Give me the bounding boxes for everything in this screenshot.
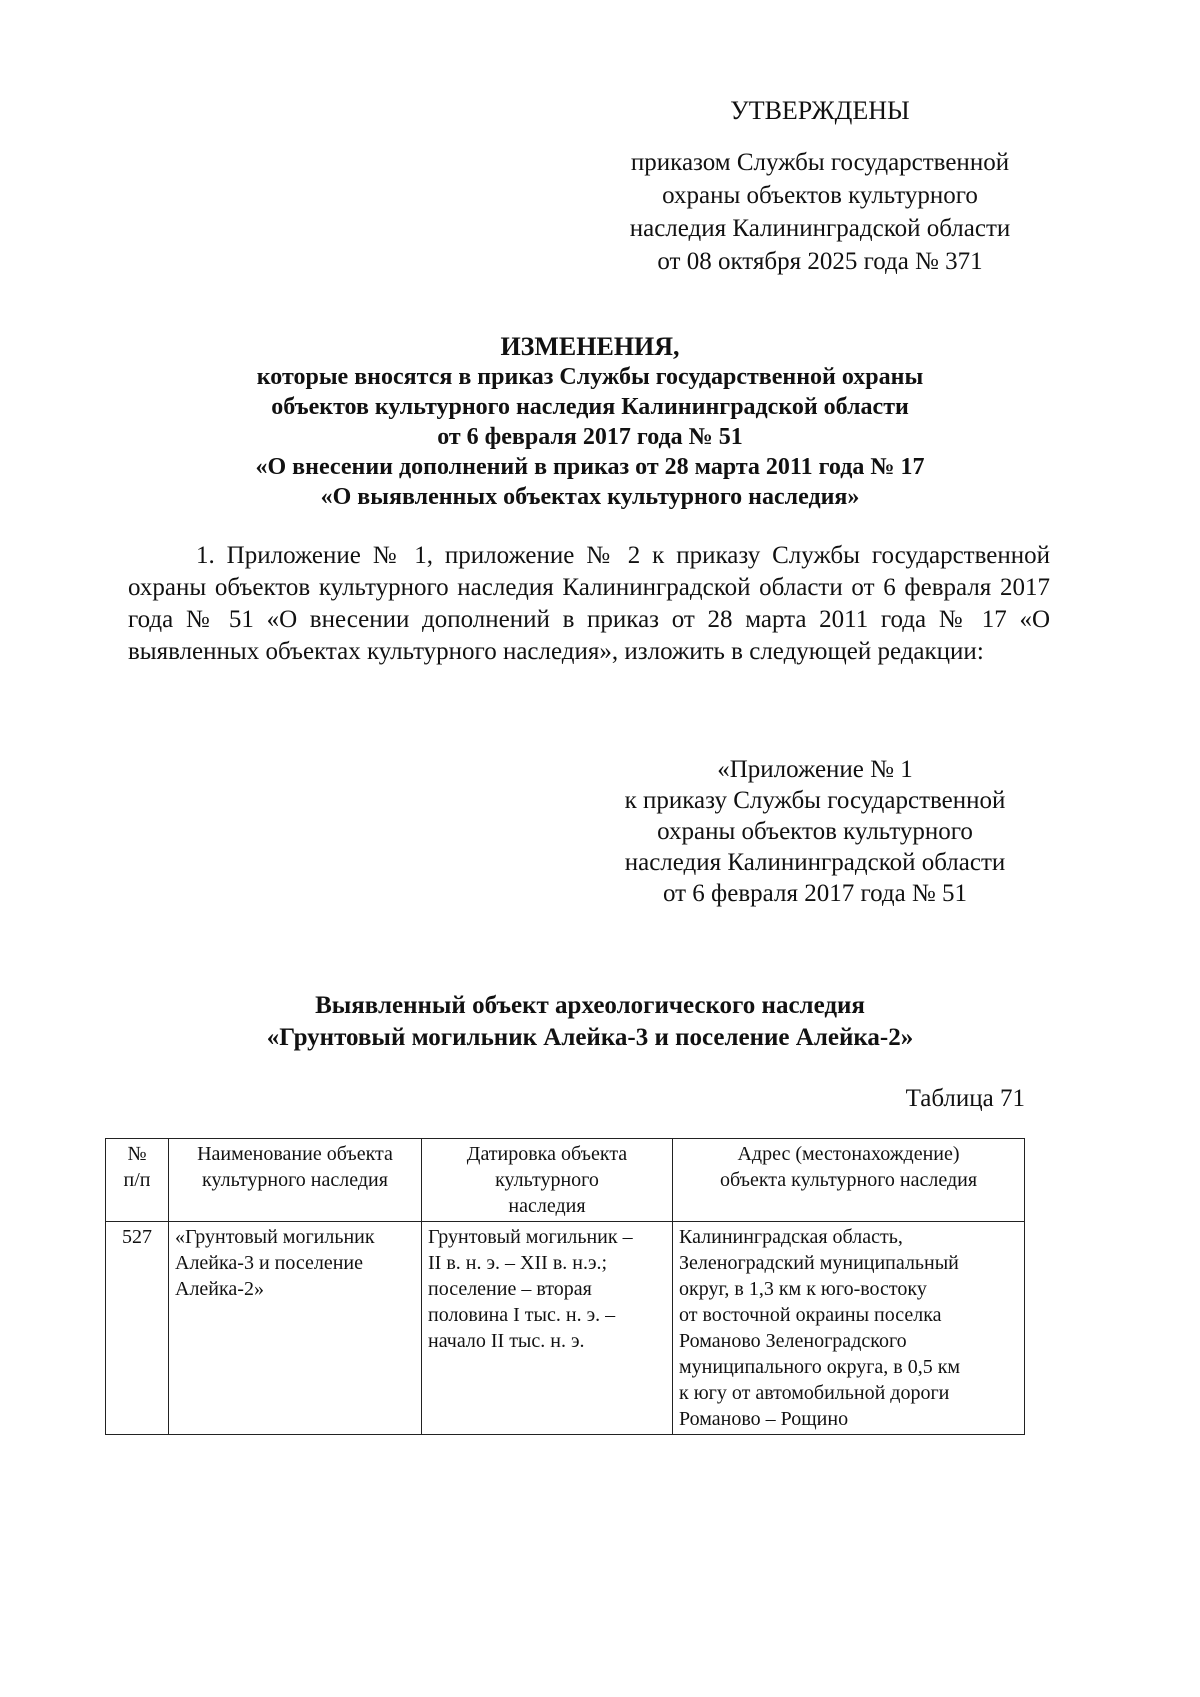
cell-text: «Грунтовый могильник: [175, 1226, 375, 1248]
document-heading: [140, 332, 1040, 512]
table-header-row: [106, 1139, 1025, 1222]
cell-dating: [422, 1222, 673, 1435]
cell-text: II в. н. э. – XII в. н.э.;: [428, 1252, 608, 1274]
cell-text: округ, в 1,3 км к юго-востоку: [679, 1278, 927, 1300]
approval-line: охраны объектов культурного: [662, 182, 978, 209]
table-row: [106, 1222, 1025, 1435]
approved-label: УТВЕРЖДЕНЫ: [730, 96, 910, 125]
cell-text: Алейка-3 и поселение: [175, 1252, 363, 1274]
heading-line: «О выявленных объектах культурного наследия»: [320, 484, 860, 510]
header-address: [673, 1139, 1025, 1222]
approval-line: наследия Калининградской области: [629, 215, 1011, 242]
object-title-line: Выявленный объект археологического наследия: [315, 992, 865, 1019]
header-text: объекта культурного наследия: [719, 1169, 978, 1191]
cell-text: Романово Зеленоградского: [679, 1330, 907, 1352]
heading-line: «О внесении дополнений в приказ от 28 марта 2011 года № 17: [255, 454, 925, 480]
header-dating: [422, 1139, 673, 1222]
cell-text: к югу от автомобильной дороги: [679, 1382, 950, 1404]
cell-name: [169, 1222, 422, 1435]
header-name: [169, 1139, 422, 1222]
header-text: п/п: [123, 1169, 151, 1191]
cell-text: от восточной окраины поселка: [679, 1304, 942, 1326]
header-text: Адрес (местонахождение): [737, 1143, 960, 1165]
heritage-table: [105, 1138, 1025, 1435]
heading-line: которые вносятся в приказ Службы государственной охраны: [256, 364, 924, 390]
appendix-line: от 6 февраля 2017 года № 51: [662, 880, 968, 907]
approval-line: приказом Службы государственной: [630, 149, 1010, 176]
cell-text: 527: [122, 1226, 152, 1248]
header-number: [106, 1139, 169, 1222]
cell-text: начало II тыс. н. э.: [428, 1330, 585, 1352]
cell-text: Грунтовый могильник –: [428, 1226, 633, 1248]
table-label: Таблица 71: [905, 1085, 1025, 1112]
approval-line: от 08 октября 2025 года № 371: [657, 248, 983, 275]
appendix-line: «Приложение № 1: [717, 756, 913, 783]
cell-text: поселение – вторая: [428, 1278, 592, 1300]
body-paragraph: 1. Приложение № 1, приложение № 2 к приказу Службы государственной охраны объектов культурного наследия Калининградской области от 6 февраля 2017 года № 51 «О внесении дополнений в приказ от 28 марта 2011 года № 17 «О выявленных объектах культурного наследия», изложить в следующей редакции:: [128, 542, 1050, 665]
heading-line: объектов культурного наследия Калининградской области: [271, 394, 909, 420]
cell-number: [106, 1222, 169, 1435]
header-text: культурного: [495, 1169, 599, 1191]
appendix-line: к приказу Службы государственной: [624, 787, 1006, 814]
approval-order-block: [580, 146, 1060, 278]
header-text: наследия: [508, 1195, 586, 1217]
object-title: [140, 990, 1040, 1054]
cell-text: Зеленоградский муниципальный: [679, 1252, 959, 1274]
cell-address: [673, 1222, 1025, 1435]
heading-line: от 6 февраля 2017 года № 51: [437, 424, 743, 450]
header-text: Датировка объекта: [466, 1143, 628, 1165]
header-text: Наименование объекта: [197, 1143, 393, 1165]
cell-text: Калининградская область,: [679, 1226, 903, 1248]
appendix-line: наследия Калининградской области: [624, 849, 1006, 876]
header-text: культурного наследия: [202, 1169, 388, 1191]
header-text: №: [127, 1143, 147, 1165]
appendix-header: [580, 754, 1050, 909]
object-title-line: «Грунтовый могильник Алейка-3 и поселение Алейка-2»: [266, 1024, 914, 1051]
cell-text: Романово – Рощино: [679, 1408, 849, 1430]
heading-title: ИЗМЕНЕНИЯ,: [500, 332, 680, 361]
cell-text: половина I тыс. н. э. –: [428, 1304, 616, 1326]
cell-text: Алейка-2»: [175, 1278, 264, 1300]
appendix-line: охраны объектов культурного: [657, 818, 973, 845]
cell-text: муниципального округа, в 0,5 км: [679, 1356, 961, 1378]
